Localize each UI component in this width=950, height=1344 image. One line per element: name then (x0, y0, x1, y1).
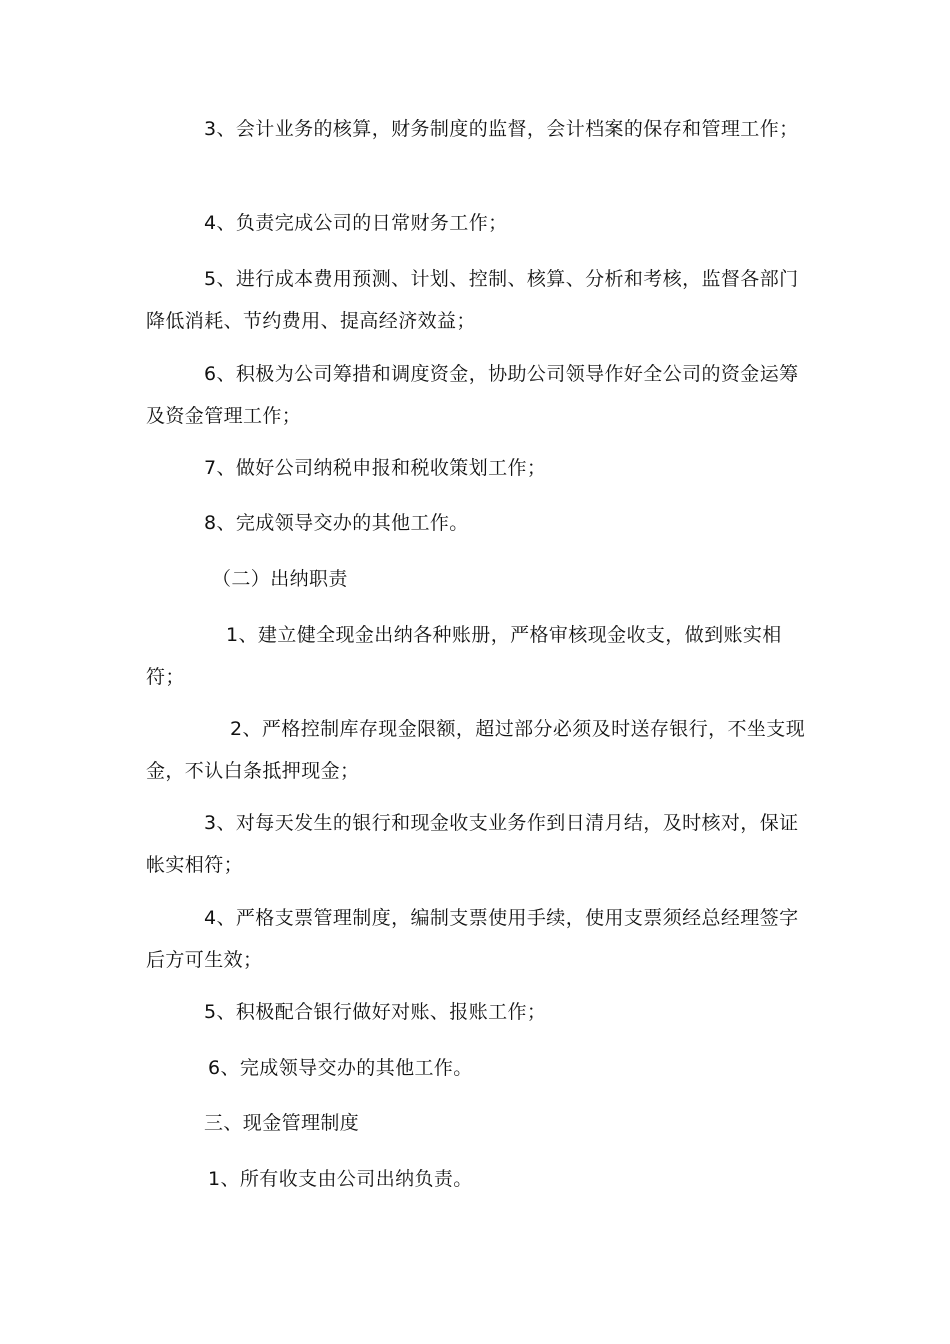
paragraph-accounting-duty-5: 5、进行成本费用预测、计划、控制、核算、分析和考核，监督各部门降低消耗、节约费用、提高经济效益； (146, 268, 799, 332)
paragraph-accounting-duty-4: 4、负责完成公司的日常财务工作； (204, 212, 508, 234)
section-heading-cashier-duties: （二）出纳职责 (212, 568, 348, 590)
paragraph-cashier-duty-3: 3、对每天发生的银行和现金收支业务作到日清月结，及时核对，保证帐实相符； (146, 812, 799, 876)
paragraph-accounting-duty-7: 7、做好公司纳税申报和税收策划工作； (204, 457, 547, 479)
paragraph-accounting-duty-8: 8、完成领导交办的其他工作。 (204, 512, 469, 534)
paragraph-accounting-duty-6: 6、积极为公司筹措和调度资金，协助公司领导作好全公司的资金运筹及资金管理工作； (146, 363, 799, 427)
paragraph-cashier-duty-5: 5、积极配合银行做好对账、报账工作； (204, 1001, 547, 1023)
paragraph-cash-rule-1: 1、所有收支由公司出纳负责。 (208, 1168, 473, 1190)
paragraph-cashier-duty-1: 1、建立健全现金出纳各种账册，严格审核现金收支，做到账实相符； (146, 624, 782, 688)
paragraph-cashier-duty-6: 6、完成领导交办的其他工作。 (208, 1057, 473, 1079)
paragraph-cashier-duty-4: 4、严格支票管理制度，编制支票使用手续，使用支票须经总经理签字后方可生效； (146, 907, 799, 971)
paragraph-accounting-duty-3: 3、会计业务的核算，财务制度的监督，会计档案的保存和管理工作； (204, 118, 799, 140)
paragraph-cashier-duty-2: 2、严格控制库存现金限额，超过部分必须及时送存银行，不坐支现金，不认白条抵押现金； (146, 718, 806, 782)
section-heading-cash-management: 三、现金管理制度 (204, 1112, 360, 1134)
